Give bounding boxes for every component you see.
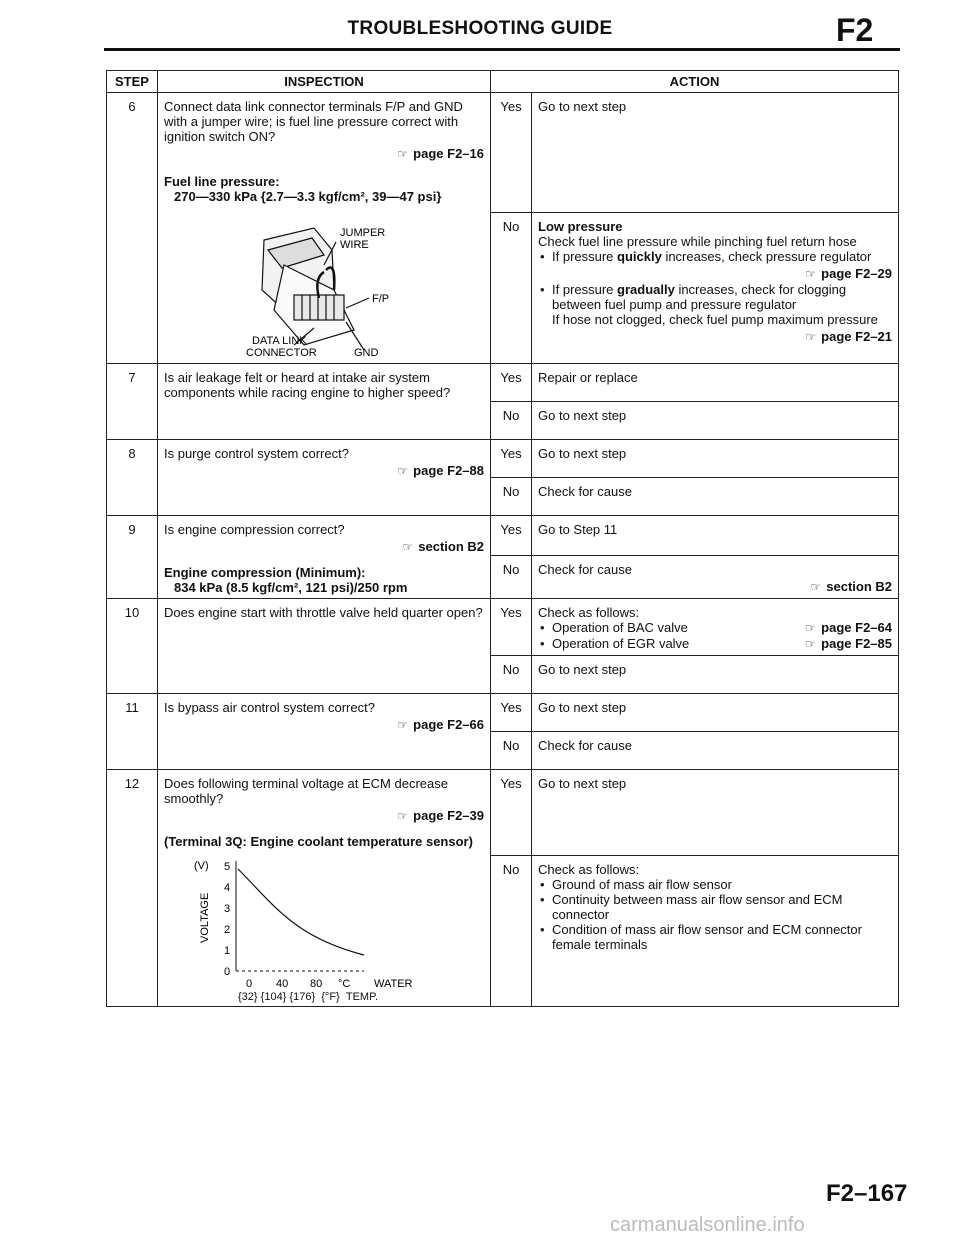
inspection-text: Is air leakage felt or heard at intake air system components while racing engine to higher speed? (158, 364, 491, 440)
action-text: Check for cause (538, 562, 632, 577)
table-row (107, 770, 899, 856)
dlc-label-2: CONNECTOR (246, 347, 317, 359)
fp-terminal-label: F/P (372, 293, 390, 305)
no-label: No (491, 402, 532, 440)
no-action (532, 556, 899, 599)
dlc-label-1: DATA LINK (252, 335, 307, 347)
inspection-text: Is purge control system correct? (164, 446, 349, 461)
x-tick-0: 0 (246, 978, 253, 990)
no-action: Check for cause (532, 732, 899, 770)
bullet-item: • If pressure gradually increases, check for clogging between fuel pump and pressure regulator (538, 282, 892, 312)
reference-hand-icon: ☞ (805, 267, 817, 281)
action-text: Check as follows: (538, 605, 640, 620)
reference-hand-icon: ☞ (397, 809, 409, 823)
watermark: carmanualsonline.info (610, 1214, 805, 1236)
x-tick-40: 40 (276, 978, 289, 990)
no-label: No (491, 478, 532, 516)
no-action: Go to next step (532, 402, 899, 440)
table-row (107, 516, 899, 556)
inspection-cell (158, 516, 491, 599)
table-row (107, 93, 899, 213)
page-reference: ☞ page F2–21 (805, 329, 892, 344)
y-tick-1: 1 (224, 945, 231, 957)
no-label: No (491, 656, 532, 694)
wire-label: WIRE (340, 239, 369, 251)
table-row (107, 599, 899, 656)
yes-label: Yes (491, 770, 532, 856)
reference-hand-icon: ☞ (397, 718, 409, 732)
yes-action: Go to next step (532, 440, 899, 478)
col-inspection-header: INSPECTION (158, 71, 491, 93)
action-text: Check fuel line pressure while pinching fuel return hose (538, 234, 857, 249)
low-pressure-title: Low pressure (538, 219, 623, 234)
troubleshooting-table (106, 70, 899, 1007)
page-number: F2–167 (826, 1180, 908, 1207)
page-title: TROUBLESHOOTING GUIDE (347, 18, 613, 39)
y-tick-4: 4 (224, 882, 231, 894)
reference-hand-icon: ☞ (810, 580, 822, 594)
yes-action (532, 599, 899, 656)
step-number: 6 (107, 93, 158, 364)
bullet-item: • Continuity between mass air flow sensor and ECM connector (538, 892, 892, 922)
inspection-text: Is bypass air control system correct? (164, 700, 375, 715)
spec-value: 270—330 kPa {2.7—3.3 kgf/cm², 39—47 psi} (174, 189, 442, 204)
step-number: 7 (107, 364, 158, 440)
inspection-text: Connect data link connector terminals F/P and GND with a jumper wire; is fuel line pressure correct with ignition switch ON? (164, 99, 463, 144)
yes-action: Go to next step (532, 770, 899, 856)
page-reference: ☞ page F2–88 (397, 463, 484, 478)
bullet-item: • Condition of mass air flow sensor and ECM connector female terminals (538, 922, 892, 952)
y-tick-5: 5 (224, 861, 231, 873)
table-header-row (107, 71, 899, 93)
no-label: No (491, 213, 532, 364)
gnd-terminal-label: GND (354, 347, 379, 359)
spec-value: 834 kPa (8.5 kgf/cm², 121 psi)/250 rpm (174, 580, 408, 595)
inspection-cell (158, 440, 491, 516)
inspection-text: Does following terminal voltage at ECM decrease smoothly? (164, 776, 448, 806)
bullet-item: • Operation of EGR valve ☞ page F2–85 (538, 636, 892, 652)
no-label: No (491, 556, 532, 599)
yes-action: Go to next step (532, 93, 899, 213)
data-link-connector-diagram (164, 210, 464, 360)
y-tick-0: 0 (224, 966, 231, 978)
yes-action: Go to Step 11 (532, 516, 899, 556)
step-number: 11 (107, 694, 158, 770)
action-text: If hose not clogged, check fuel pump maximum pressure (552, 312, 878, 327)
table-row (107, 694, 899, 732)
reference-hand-icon: ☞ (805, 637, 817, 651)
page-reference: ☞ page F2–29 (805, 266, 892, 281)
section-reference: ☞ section B2 (810, 579, 892, 594)
reference-hand-icon: ☞ (805, 621, 817, 635)
yes-label: Yes (491, 440, 532, 478)
yes-action: Repair or replace (532, 364, 899, 402)
celsius-unit: °C (338, 978, 351, 990)
x-axis-label-1: WATER (374, 978, 413, 990)
y-tick-labels (224, 861, 230, 978)
no-action (532, 213, 899, 364)
col-action-header: ACTION (491, 71, 899, 93)
reference-hand-icon: ☞ (397, 147, 409, 161)
step-number: 9 (107, 516, 158, 599)
yes-label: Yes (491, 694, 532, 732)
bullet-item: • If pressure quickly increases, check pressure regulator (538, 249, 892, 264)
header-rule (104, 48, 900, 51)
inspection-text: Does engine start with throttle valve held quarter open? (158, 599, 491, 694)
spec-title: Fuel line pressure: (164, 174, 280, 189)
step-number: 8 (107, 440, 158, 516)
voltage-axis-label: VOLTAGE (199, 892, 211, 943)
fahrenheit-ticks: {32} {104} {176} {°F} TEMP. (238, 991, 379, 1003)
inspection-text: Is engine compression correct? (164, 522, 345, 537)
jumper-label: JUMPER (340, 227, 386, 239)
yes-label: Yes (491, 364, 532, 402)
spec-text: (Terminal 3Q: Engine coolant temperature sensor) (164, 834, 473, 849)
section-reference: ☞ section B2 (402, 539, 484, 554)
yes-label: Yes (491, 516, 532, 556)
section-code: F2 (836, 12, 874, 48)
voltage-curve (238, 869, 364, 955)
step-number: 12 (107, 770, 158, 1007)
reference-hand-icon: ☞ (805, 330, 817, 344)
voltage-temperature-graph (164, 855, 464, 995)
no-action: Check for cause (532, 478, 899, 516)
y-tick-3: 3 (224, 903, 231, 915)
inspection-cell (158, 770, 491, 1007)
x-tick-80: 80 (310, 978, 323, 990)
voltage-unit-label: (V) (194, 860, 209, 872)
inspection-cell (158, 694, 491, 770)
page-reference: ☞ page F2–39 (397, 808, 484, 823)
table-row (107, 440, 899, 478)
action-text: Check as follows: (538, 862, 640, 878)
inspection-cell (158, 93, 491, 364)
reference-hand-icon: ☞ (402, 540, 414, 554)
col-step-header: STEP (107, 71, 158, 93)
yes-label: Yes (491, 93, 532, 213)
reference-hand-icon: ☞ (397, 464, 409, 478)
bullet-item: • Operation of BAC valve ☞ page F2–64 (538, 620, 892, 636)
yes-action: Go to next step (532, 694, 899, 732)
page-reference: ☞ page F2–66 (397, 717, 484, 732)
no-action (532, 856, 899, 1007)
no-label: No (491, 732, 532, 770)
yes-label: Yes (491, 599, 532, 656)
spec-title: Engine compression (Minimum): (164, 565, 366, 580)
y-tick-2: 2 (224, 924, 231, 936)
no-label: No (491, 856, 532, 1007)
step-number: 10 (107, 599, 158, 694)
page-reference: ☞ page F2–16 (397, 146, 484, 161)
bullet-item: • Ground of mass air flow sensor (538, 877, 892, 892)
table-row (107, 364, 899, 402)
no-action: Go to next step (532, 656, 899, 694)
